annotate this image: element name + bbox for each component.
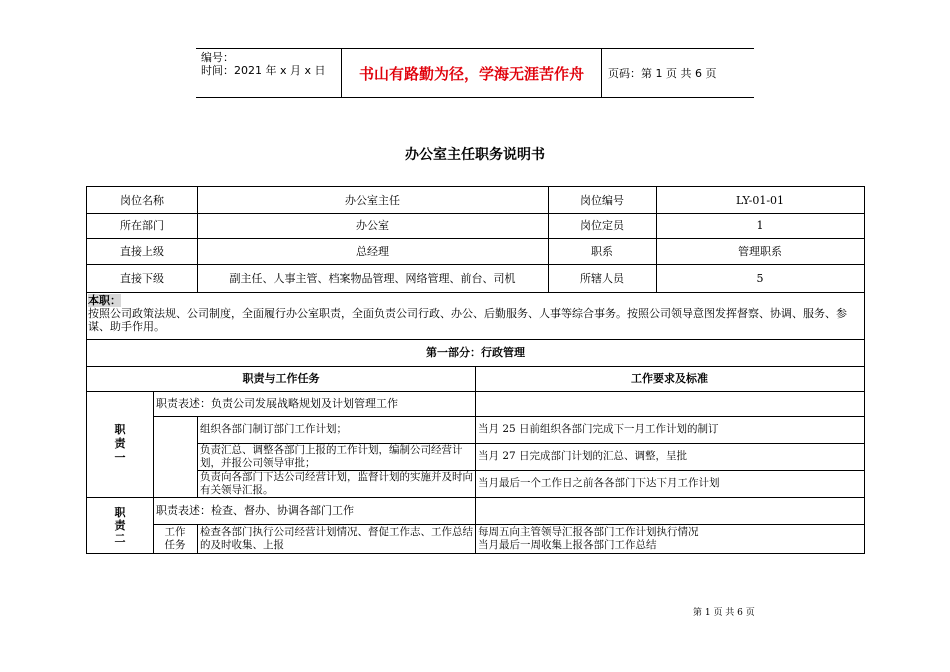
resp1-label-3: 一 xyxy=(114,451,126,464)
header-slogan: 书山有路勤为径，学海无涯苦作舟 xyxy=(341,49,602,97)
resp2-statement: 职责表述：检查、督办、协调各部门工作 xyxy=(156,504,354,517)
duty-text: 按照公司政策法规、公司制度，全面履行办公室职责，全面负责公司行政、办公、后勤服务、人事等综合事务。按照公司领导意图发挥督察、协调、服务、参谋、助手作用。 xyxy=(88,307,847,333)
resp1-task-1: 组织各部门制订部门工作计划； xyxy=(200,423,347,435)
duty-label: 本职： xyxy=(88,294,121,307)
resp2-label-2: 责 xyxy=(114,519,126,532)
resp2-task-label xyxy=(153,524,197,554)
header-meta xyxy=(196,49,341,97)
info-key-position-code: 岗位编号 xyxy=(580,193,624,207)
resp1-label-1: 职 xyxy=(114,423,126,436)
info-key-headcount: 岗位定员 xyxy=(580,219,624,232)
info-value-headcount: 1 xyxy=(756,219,764,232)
resp1-statement: 职责表述：负责公司发展战略规划及计划管理工作 xyxy=(156,397,398,410)
info-value-subordinates: 副主任、人事主管、档案物品管理、网络管理、前台、司机 xyxy=(229,271,516,285)
header-page-number: 页码：第 1 页 共 6 页 xyxy=(608,67,717,80)
section-title: 第一部分：行政管理 xyxy=(426,346,525,359)
info-key-position-name: 岗位名称 xyxy=(120,193,164,207)
resp1-standard-2: 当月 27 日完成部门计划的汇总、调整，呈批 xyxy=(478,450,688,462)
info-key-subordinates: 直接下级 xyxy=(120,271,164,285)
document-date-label: 时间：2021 年 x 月 x 日 xyxy=(201,64,326,77)
resp2-task-label-2: 任务 xyxy=(164,539,186,551)
resp1-label-2: 责 xyxy=(114,437,126,450)
resp2-label-3: 二 xyxy=(114,532,126,545)
job-description-table xyxy=(86,186,865,554)
info-value-staff-count: 5 xyxy=(756,271,764,285)
resp2-standard-2: 当月最后一周收集上报各部门工作总结 xyxy=(478,539,657,551)
document-number-label: 编号： xyxy=(201,51,234,64)
resp1-standard-3: 当月最后一个工作日之前各各部门下达下月工作计划 xyxy=(478,477,720,489)
page-header xyxy=(196,48,754,98)
column-header-standards: 工作要求及标准 xyxy=(631,372,708,385)
resp2-standard xyxy=(475,524,864,554)
resp1-task-3: 负责向各部门下达公司经营计划，监督计划的实施并及时向有关领导汇报。 xyxy=(200,470,473,496)
info-value-position-name: 办公室主任 xyxy=(345,193,400,207)
resp2-label-1: 职 xyxy=(114,506,126,519)
column-header-tasks: 职责与工作任务 xyxy=(242,372,320,385)
resp1-task-2: 负责汇总、调整各部门上报的工作计划，编制公司经营计划，并报公司领导审批； xyxy=(200,443,463,469)
info-value-job-family: 管理职系 xyxy=(738,244,782,258)
resp2-label xyxy=(87,497,153,554)
info-value-position-code: LY-01-01 xyxy=(735,193,785,207)
resp2-task: 检查各部门执行公司经营计划情况、督促工作志、工作总结的及时收集、上报 xyxy=(200,526,473,551)
info-key-superior: 直接上级 xyxy=(120,244,164,258)
info-value-superior: 总经理 xyxy=(356,244,389,258)
resp1-label xyxy=(87,391,153,497)
duty-block xyxy=(88,294,863,333)
info-key-staff-count: 所辖人员 xyxy=(580,271,624,285)
page-footer: 第 1 页 共 6 页 xyxy=(693,608,755,618)
resp2-task-label-1: 工作 xyxy=(164,526,186,538)
resp2-standard-1: 每周五向主管领导汇报各部门工作计划执行情况 xyxy=(478,526,699,538)
resp1-standard-1: 当月 25 日前组织各部门完成下一月工作计划的制订 xyxy=(478,423,719,435)
info-key-job-family: 职系 xyxy=(591,244,613,258)
info-value-department: 办公室 xyxy=(356,219,389,232)
document-title: 办公室主任职务说明书 xyxy=(405,147,545,163)
info-key-department: 所在部门 xyxy=(120,219,164,232)
